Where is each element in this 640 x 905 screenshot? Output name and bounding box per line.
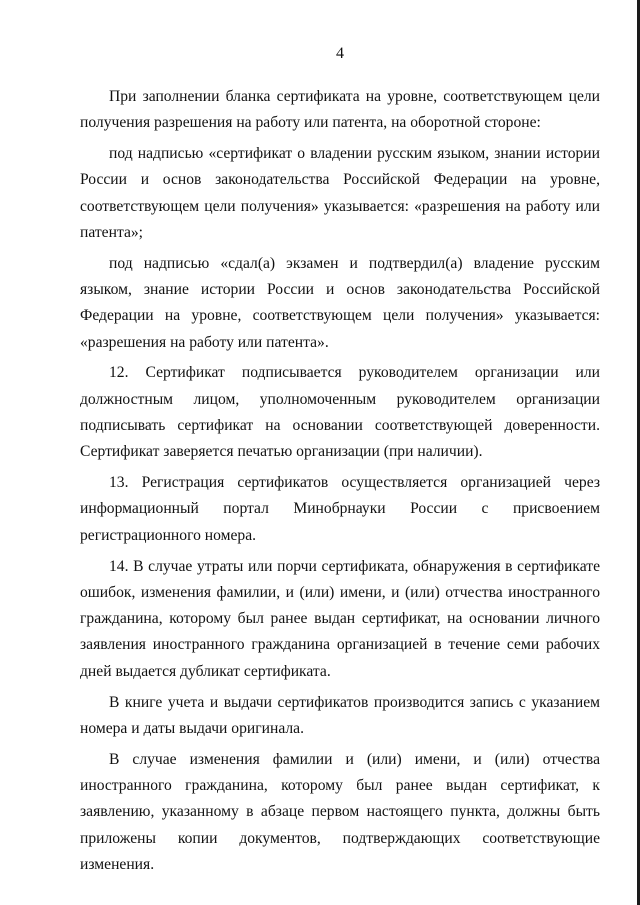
paragraph-item-13: 13. Регистрация сертификатов осуществляется организацией через информационный портал Минобрнауки России с присвоением регистрационного номера.: [80, 474, 600, 544]
paragraph-item-12: 12. Сертификат подписывается руководителем организации или должностным лицом, уполномоченным руководителем организации подписывать сертификат на основании соответствующей доверенности. Сертификат заверяется печатью организации (при наличии).: [80, 364, 600, 461]
paragraph-item-14: 14. В случае утраты или порчи сертификата, обнаружения в сертификате ошибок, изменения фамилии, и (или) имени, и (или) отчества иностранного гражданина, которому был ранее выдан сертификат, на основании личного заявления иностранного гражданина организацией в течение семи рабочих дней выдается дубликат сертификата.: [80, 557, 600, 680]
document-body: [80, 84, 600, 883]
paragraph-intro: При заполнении бланка сертификата на уровне, соответствующем цели получения разрешения на работу или патента, на оборотной стороне:: [80, 88, 600, 132]
paragraph-exam-caption: под надписью «сдал(а) экзамен и подтвердил(а) владение русским языком, знание истории России и основ законодательства Российской Федерации на уровне, соответствующем цели получения» указывается: «разрешения на работу или патента».: [80, 254, 600, 351]
paragraph-registry-book: В книге учета и выдачи сертификатов производится запись с указанием номера и даты выдачи оригинала.: [80, 693, 600, 737]
page-number: 4: [336, 45, 344, 62]
paragraph-name-change: В случае изменения фамилии и (или) имени, и (или) отчества иностранного гражданина, которому был ранее выдан сертификат, к заявлению, указанному в абзаце первом настоящего пункта, должны быть приложены копии документов, подтверждающих соответствующие изменения.: [80, 750, 600, 873]
paragraph-certificate-caption: под надписью «сертификат о владении русским языком, знании истории России и основ законодательства Российской Федерации на уровне, соответствующем цели получения» указывается: «разрешения на работу или патента»;: [80, 145, 600, 241]
